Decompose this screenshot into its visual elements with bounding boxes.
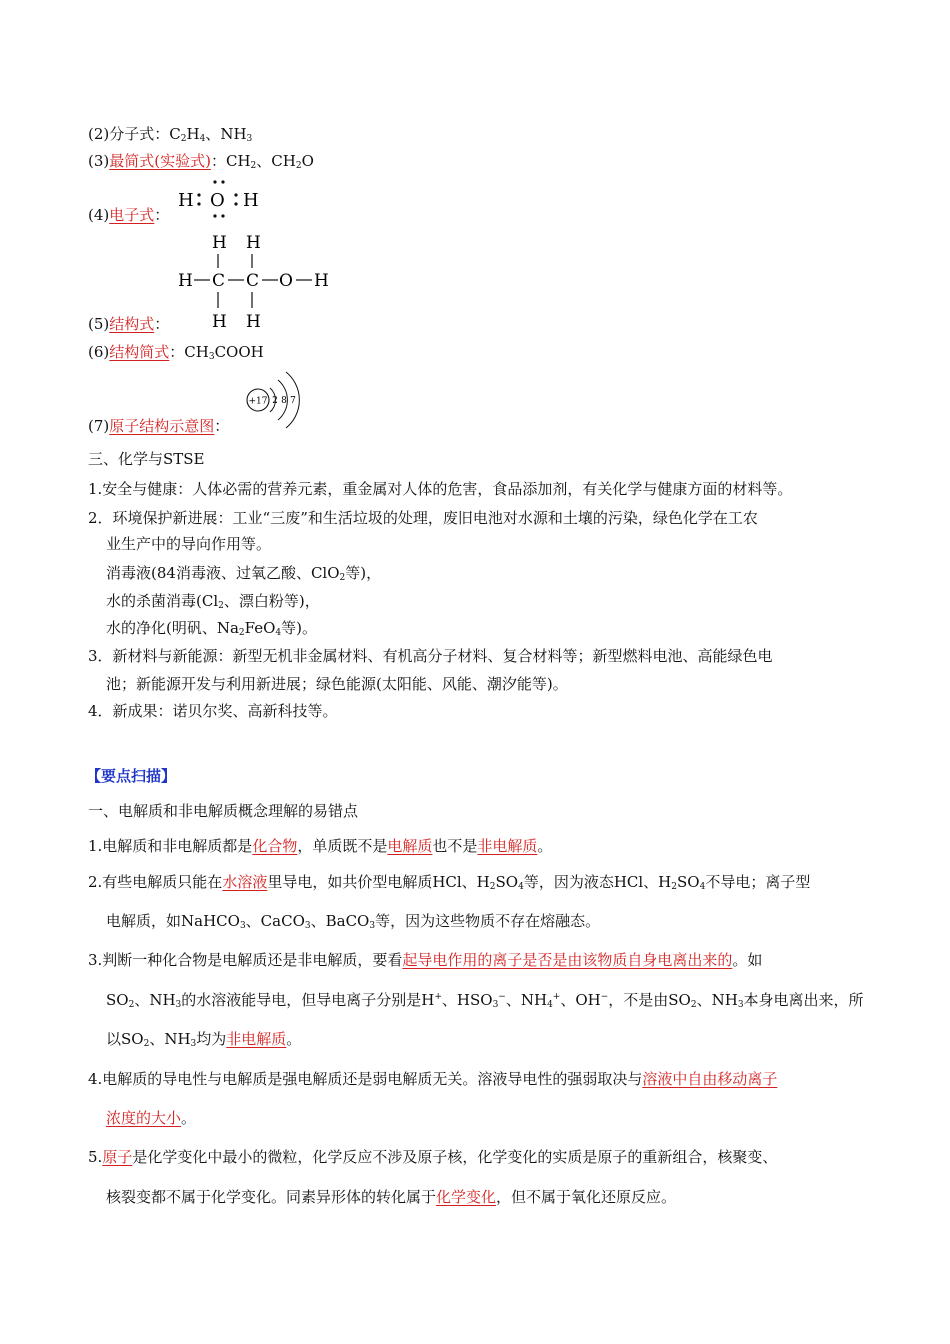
stse-disinfectant: 消毒液(84消毒液、过氧乙酸、ClO$_2$等)， (106, 564, 382, 583)
formula-structural: (5)结构式： (88, 315, 170, 333)
formula-molecular: (2)分子式：$C_2H_4$、$NH_3$ (88, 125, 253, 144)
struct-h-right: H (314, 271, 329, 291)
struct-c2: C (246, 271, 260, 291)
term-structural-formula: 结构式 (109, 315, 155, 333)
scan-item-2: 2.有些电解质只能在水溶液里导电，如共价型电解质HCl、$H_2SO_4$等，因为液态HCl、$H_2SO_4$不导电；离子型 (88, 873, 811, 892)
scan-item-5-cont: 核裂变都不属于化学变化。同素异形体的转化属于化学变化，但不属于氧化还原反应。 (106, 1188, 677, 1206)
struct-h-left: H (178, 271, 193, 291)
struct-h-bottom1: H (212, 312, 227, 332)
formula-empirical: (3)最简式(实验式)：$CH_2$、$CH_2O$ (88, 152, 314, 171)
key-points-heading: 【要点扫描】 (86, 767, 177, 785)
stse-item-2-cont: 业生产中的导向作用等。 (106, 535, 272, 553)
formula-electron: (4)电子式： (88, 206, 170, 224)
scan-item-2-cont: 电解质，如NaHCO$_3$、CaCO$_3$、BaCO$_3$等，因为这些物质不存在熔融态。 (106, 912, 601, 931)
scan-item-3-cont2: 以$SO_2$、$NH_3$均为非电解质。 (106, 1030, 302, 1049)
atom-nucleus-label: +17 (248, 396, 268, 407)
stse-item-1: 1.安全与健康：人体必需的营养元素，重金属对人体的危害，食品添加剂，有关化学与健康方面的材料等。 (88, 480, 793, 498)
term-atom-diagram: 原子结构示意图 (109, 417, 215, 435)
section-title-stse: 三、化学与STSE (88, 450, 205, 468)
scan-item-5: 5.原子是化学变化中最小的微粒，化学反应不涉及原子核，化学变化的实质是原子的重新组合，核聚变、 (88, 1148, 778, 1166)
atom-shell-2: 8 (281, 396, 287, 406)
electron-o: O (210, 190, 225, 211)
atom-shell-3: 7 (290, 396, 296, 406)
stse-item-3-cont: 池；新能源开发与利用新进展；绿色能源(太阳能、风能、潮汐能等)。 (106, 675, 568, 693)
electron-dot-diagram (170, 170, 270, 225)
scan-item-1: 1.电解质和非电解质都是化合物，单质既不是电解质也不是非电解质。 (88, 837, 553, 855)
scan-item-3: 3.判断一种化合物是电解质还是非电解质，要看起导电作用的离子是否是由该物质自身电离出来的。如 (88, 951, 763, 969)
scan-item-4: 4.电解质的导电性与电解质是强电解质还是弱电解质无关。溶液导电性的强弱取决与溶液中自由移动离子 (88, 1070, 778, 1088)
scan-item-4-cont: 浓度的大小。 (106, 1109, 197, 1127)
stse-water-disinfection: 水的杀菌消毒($Cl_2$、漂白粉等)， (106, 592, 320, 611)
electron-h-left: H (178, 190, 194, 211)
struct-h-top2: H (246, 233, 261, 253)
struct-c1: C (212, 271, 226, 291)
struct-o: O (279, 271, 293, 291)
stse-item-4: 4．新成果：诺贝尔奖、高新科技等。 (88, 702, 338, 720)
stse-water-purification: 水的净化(明矾、$Na_2FeO_4$等)。 (106, 619, 318, 638)
term-electron-formula: 电子式 (109, 206, 155, 224)
electron-h-right: H (243, 190, 259, 211)
scan-title: 一、电解质和非电解质概念理解的易错点 (88, 802, 359, 820)
atom-structure-diagram (240, 368, 305, 432)
term-empirical-formula: 最简式(实验式) (109, 152, 211, 170)
atom-shell-1: 2 (272, 396, 278, 406)
formula-atom-diagram: (7)原子结构示意图： (88, 417, 230, 435)
structural-formula-diagram (172, 228, 342, 336)
stse-item-2: 2．环境保护新进展：工业“三废”和生活垃圾的处理，废旧电池对水源和土壤的污染，绿色化学在工农 (88, 509, 758, 527)
struct-h-top1: H (212, 233, 227, 253)
scan-item-3-cont: $SO_2$、$NH_3$的水溶液能导电，但导电离子分别是H+、$HSO_3^-$、$NH_4^+$、OH−，不是由$SO_2$、$NH_3$本身电离出来，所 (106, 991, 864, 1010)
stse-item-3: 3．新材料与新能源：新型无机非金属材料、有机高分子材料、复合材料等；新型燃料电池、高能绿色电 (88, 647, 773, 665)
term-condensed-formula: 结构简式 (109, 343, 170, 361)
formula-condensed: (6)结构简式：$CH_3COOH$ (88, 343, 264, 362)
struct-h-bottom2: H (246, 312, 261, 332)
